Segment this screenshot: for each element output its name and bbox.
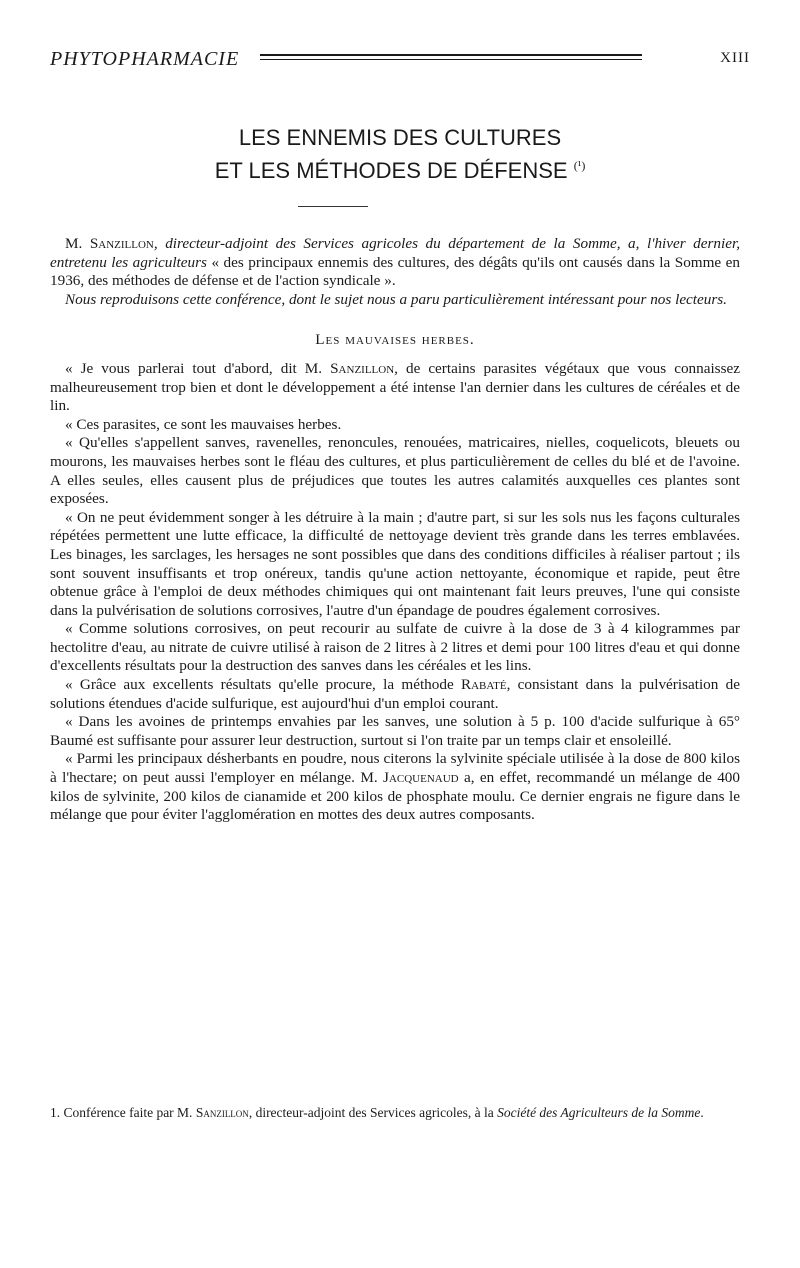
footnote-society: Société des Agriculteurs de la Somme	[497, 1105, 701, 1120]
header-title: PHYTOPHARMACIE	[50, 48, 240, 70]
article-title-line-2	[50, 158, 750, 184]
footnote-number: 1.	[50, 1105, 64, 1120]
title-separator	[298, 206, 368, 207]
footnote-end: .	[700, 1105, 704, 1120]
paragraph-8-text-b: a, en effet, recommandé un mélange de 400 kilos de sylvinite, 200 kilos de cianamide et 200 kilos de phosphate moulu. Ce dernier engrais ne figure dans le mélange que pour éviter l'agglomération en mottes des deux autres composants.	[50, 769, 740, 824]
article-body	[50, 235, 740, 825]
paragraph-1-text-b: , de certains parasites végétaux que vous connaissez malheureusement trop bien et dont le développement a été intense l'an dernier dans les cultures de céréales et de lin.	[50, 359, 740, 415]
paragraph-4: « On ne peut évidemment songer à les détruire à la main ; d'autre part, si sur les sols nus les façons culturales répétées permettent une lutte efficace, la difficulté de nettoyage devient très grande dans les terres emblavées. Les binages, les sarclages, les hersages ne sont possibles que dans des conditions difficiles à réaliser partout ; ils sont souvent insuffisants et trop onéreux, tandis qu'une action nettoyante, économique et rapide, peut être obtenue grâce à l'emploi de deux méthodes chimiques qui ont maintenant fait leurs preuves, l'une qui consiste dans la pulvérisation de solutions corrosives, l'autre d'un épandage de poudres également corrosives.	[50, 508, 740, 619]
title-footnote-mark: (¹)	[573, 158, 586, 173]
page-number: XIII	[720, 50, 750, 66]
paragraph-7: « Dans les avoines de printemps envahies par les sanves, une solution à 5 p. 100 d'acide sulfurique à 65° Baumé est suffisante pour assurer leur destruction, surtout si l'on traite par un temps clair et ensoleillé.	[50, 713, 740, 749]
paragraph-8-text-a: « Parmi les principaux désherbants en poudre, nous citerons la sylvinite spéciale utilisée à la dose de 800 kilos à l'hectare; on peut aussi l'employer en mélange. M.	[50, 750, 740, 787]
paragraph-5: « Comme solutions corrosives, on peut recourir au sulfate de cuivre à la dose de 3 à 4 kilogrammes par hectolitre d'eau, au nitrate de cuivre utilisé à raison de 2 litres à 2 litres et demi pour 100 litres d'eau et qui donne d'excellents résultats pour la destruction des sanves dans les céréales et les lins.	[50, 620, 740, 675]
paragraph-6-name: Rabaté	[460, 676, 507, 694]
footnote-text	[50, 1104, 740, 1122]
footnote-text-b: , directeur-adjoint des Services agricoles, à la	[248, 1105, 498, 1120]
article-title-line-2-text: ET LES MÉTHODES DE DÉFENSE	[214, 158, 568, 183]
paragraph-8	[50, 750, 740, 824]
paragraph-6-text-b: , consistant dans la pulvérisation de solutions étendues d'acide sulfurique, est aujourd'hui d'un emploi courant.	[50, 676, 740, 712]
intro-rest: « des principaux ennemis des cultures, des dégâts qu'ils ont causés dans la Somme en 1936, des méthodes de défense et de l'action syndicale ».	[50, 253, 740, 290]
intro-author-prefix: M.	[65, 235, 90, 252]
running-header	[50, 48, 750, 72]
paragraph-1-text-a: « Je vous parlerai tout d'abord, dit M.	[65, 359, 331, 377]
header-rule	[260, 54, 642, 60]
paragraph-1	[50, 360, 740, 416]
intro-author: Sanzillon	[89, 235, 154, 252]
paragraph-8-name: Jacquenaud	[383, 769, 459, 787]
paragraph-2: « Ces parasites, ce sont les mauvaises herbes.	[65, 415, 342, 433]
editor-note: Nous reproduisons cette conférence, dont le sujet nous a paru particulièrement intéressant pour nos lecteurs.	[65, 290, 727, 308]
paragraph-1-name: Sanzillon	[330, 359, 395, 377]
article-title-line-1: LES ENNEMIS DES CULTURES	[238, 125, 562, 150]
section-heading: Les mauvaises herbes.	[315, 331, 475, 349]
intro-paragraph	[50, 235, 740, 291]
intro-role: , directeur-adjoint des Services agricoles du département de la Somme, a, l'hiver dernier, entretenu les agriculteurs	[50, 235, 740, 271]
paragraph-3: « Qu'elles s'appellent sanves, ravenelles, renoncules, renouées, matricaires, nielles, coquelicots, bleuets ou mourons, les mauvaises herbes sont le fléau des cultures, et plus particulièrement de celles du blé et de l'avoine. A elles seules, elles causent plus de préjudices que toutes les autres calamités auxquelles ces plantes sont exposées.	[50, 434, 740, 508]
paragraph-6-text-a: « Grâce aux excellents résultats qu'elle procure, la méthode	[65, 676, 461, 694]
paragraph-6	[50, 676, 740, 713]
footnote	[50, 1104, 740, 1122]
footnote-text-a: Conférence faite par M.	[63, 1105, 196, 1120]
footnote-name: Sanzillon	[195, 1105, 249, 1120]
